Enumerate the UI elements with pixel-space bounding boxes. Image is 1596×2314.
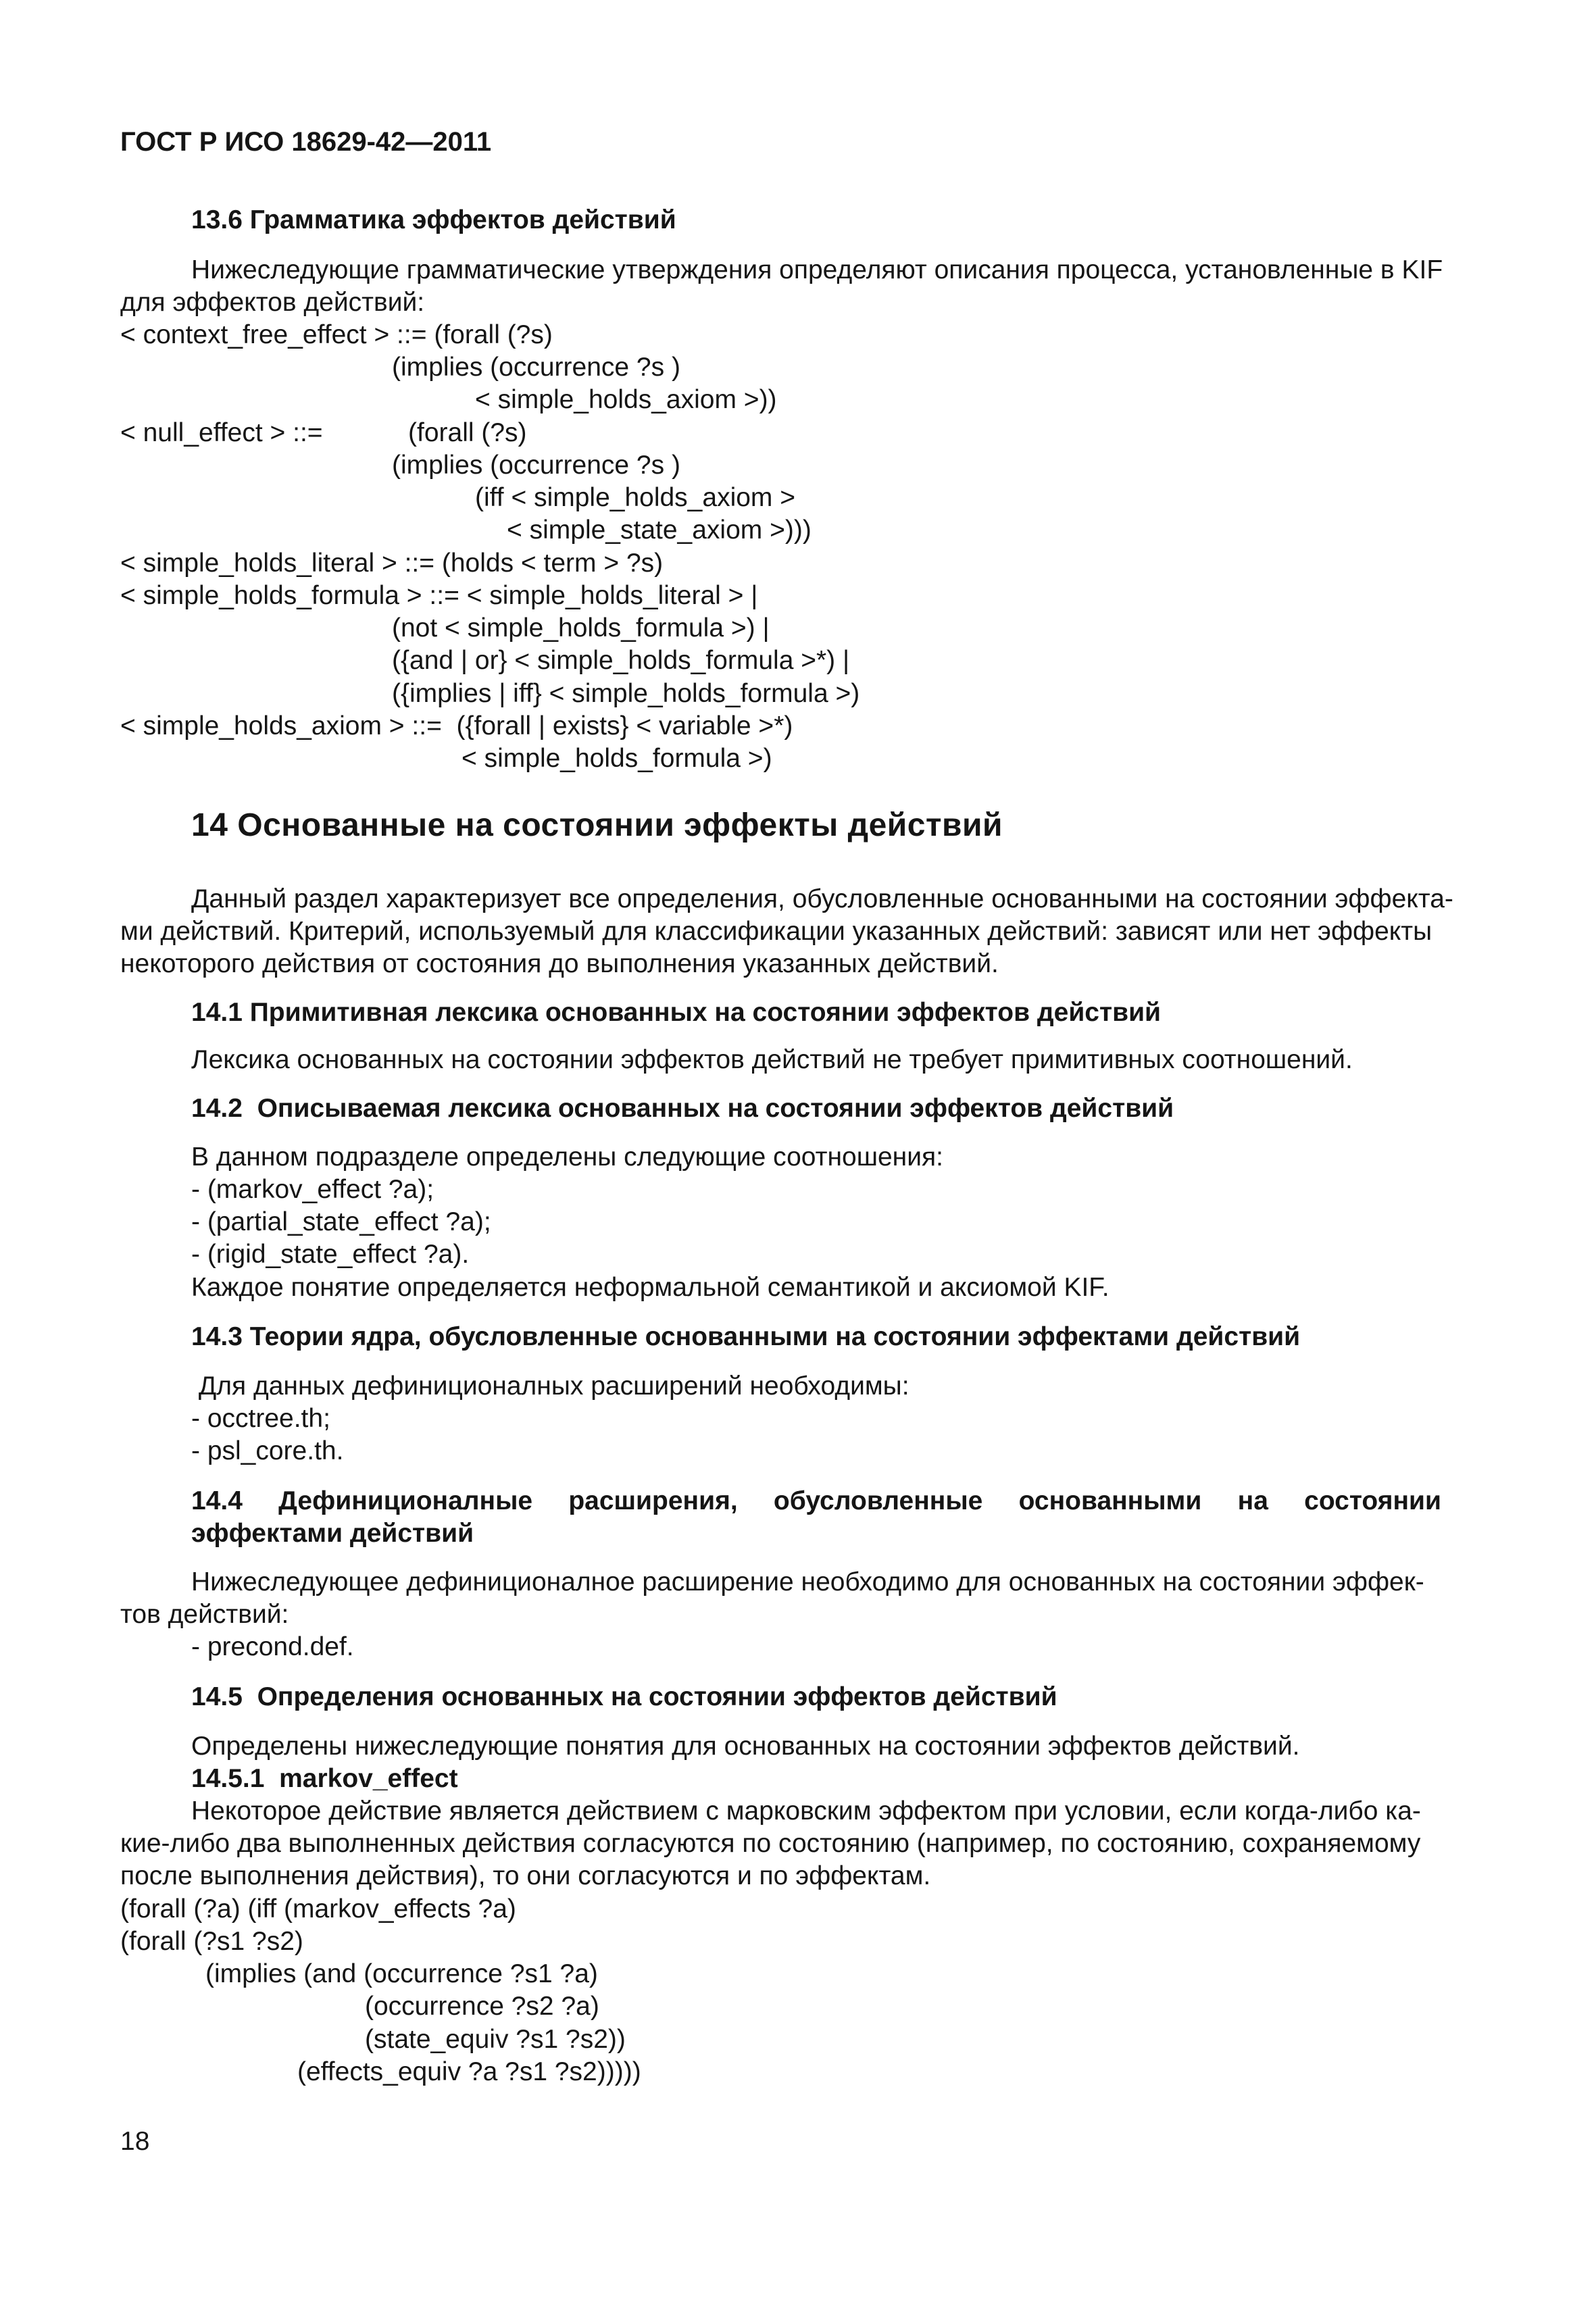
grammar-line: (iff < simple_holds_axiom > [475,483,796,512]
page-number: 18 [120,2127,150,2156]
section-13-6-intro-line-2: для эффектов действий: [120,288,425,317]
section-14-1-text: Лексика основанных на состоянии эффектов действий не требует примитивных соотношений. [191,1045,1353,1074]
grammar-line: ({implies | iff} < simple_holds_formula >) [392,679,860,708]
grammar-line: (implies (occurrence ?s ) [392,353,680,382]
section-14-paragraph-line: Данный раздел характеризует все определения, обусловленные основанными на состоянии эффекта- [191,884,1453,913]
grammar-line: < null_effect > ::= [120,418,323,447]
section-13-6-title: 13.6 Грамматика эффектов действий [191,205,676,234]
section-14-2-title: 14.2 Описываемая лексика основанных на состоянии эффектов действий [191,1094,1174,1123]
section-14-2-line: - (partial_state_effect ?a); [191,1207,491,1236]
section-14-5-1-line: после выполнения действия), то они согласуются и по эффектам. [120,1861,931,1890]
section-14-5-title: 14.5 Определения основанных на состоянии эффектов действий [191,1682,1057,1711]
document-header: ГОСТ Р ИСО 18629-42—2011 [120,127,492,157]
section-14-4-line: тов действий: [120,1600,289,1629]
section-14-4-line: Нижеследующее дефиниционалное расширение необходимо для основанных на состоянии эффек- [191,1567,1424,1596]
section-13-6-intro-line-1: Нижеследующие грамматические утверждения определяют описания процесса, установленные в KIF [191,255,1443,284]
grammar-line: (implies (occurrence ?s ) [392,451,680,480]
section-14-4-title-line-1: 14.4 Дефиниционалные расширения, обусловленные основанными на состоянии [191,1486,1441,1515]
grammar-line: (not < simple_holds_formula >) | [392,613,770,643]
grammar-line: < simple_holds_literal > ::= (holds < term > ?s) [120,549,664,578]
axiom-line: (effects_equiv ?a ?s1 ?s2))))) [297,2057,641,2086]
grammar-line: < simple_holds_axiom >)) [475,385,777,414]
section-14-2-line: Каждое понятие определяется неформальной семантикой и аксиомой KIF. [191,1273,1109,1302]
axiom-line: (forall (?s1 ?s2) [120,1927,303,1956]
section-14-5-1-line: кие-либо два выполненных действия согласуются по состоянию (например, по состоянию, сохраняемому [120,1829,1421,1858]
section-14-2-line: - (markov_effect ?a); [191,1175,434,1204]
grammar-line: < simple_holds_formula > ::= < simple_holds_literal > | [120,581,758,610]
axiom-line: (implies (and (occurrence ?s1 ?a) [205,1959,598,1988]
section-14-3-line: - occtree.th; [191,1404,330,1433]
section-14-5-1-title: 14.5.1 markov_effect [191,1764,458,1793]
section-14-3-line: Для данных дефиниционалных расширений необходимы: [191,1372,909,1401]
section-14-4-title-line-2: эффектами действий [191,1519,474,1548]
section-14-4-line: - precond.def. [191,1632,354,1661]
section-14-paragraph-line: ми действий. Критерий, используемый для классификации указанных действий: зависят или нет эффекты [120,917,1432,946]
section-14-heading: 14 Основанные на состоянии эффекты действий [191,807,1003,843]
axiom-line: (forall (?a) (iff (markov_effects ?a) [120,1894,516,1923]
grammar-line: < simple_holds_formula >) [462,744,772,773]
section-14-5-text: Определены нижеследующие понятия для основанных на состоянии эффектов действий. [191,1732,1300,1761]
axiom-line: (occurrence ?s2 ?a) [365,1992,599,2021]
section-14-paragraph-line: некоторого действия от состояния до выполнения указанных действий. [120,949,999,978]
section-14-2-line: - (rigid_state_effect ?a). [191,1240,470,1269]
section-14-2-line: В данном подразделе определены следующие соотношения: [191,1142,943,1172]
axiom-line: (state_equiv ?s1 ?s2)) [365,2025,626,2054]
grammar-line: (forall (?s) [408,418,527,447]
section-14-3-title: 14.3 Теории ядра, обусловленные основанными на состоянии эффектами действий [191,1322,1301,1351]
section-14-5-1-line: Некоторое действие является действием с марковским эффектом при условии, если когда-либо ка- [191,1796,1421,1826]
section-14-1-title: 14.1 Примитивная лексика основанных на состоянии эффектов действий [191,998,1162,1027]
grammar-line: < simple_holds_axiom > ::= ({forall | exists} < variable >*) [120,711,793,740]
grammar-line: < context_free_effect > ::= (forall (?s) [120,320,553,349]
section-14-3-line: - psl_core.th. [191,1436,344,1465]
grammar-line: ({and | or} < simple_holds_formula >*) | [392,646,850,675]
grammar-line: < simple_state_axiom >))) [507,515,812,545]
